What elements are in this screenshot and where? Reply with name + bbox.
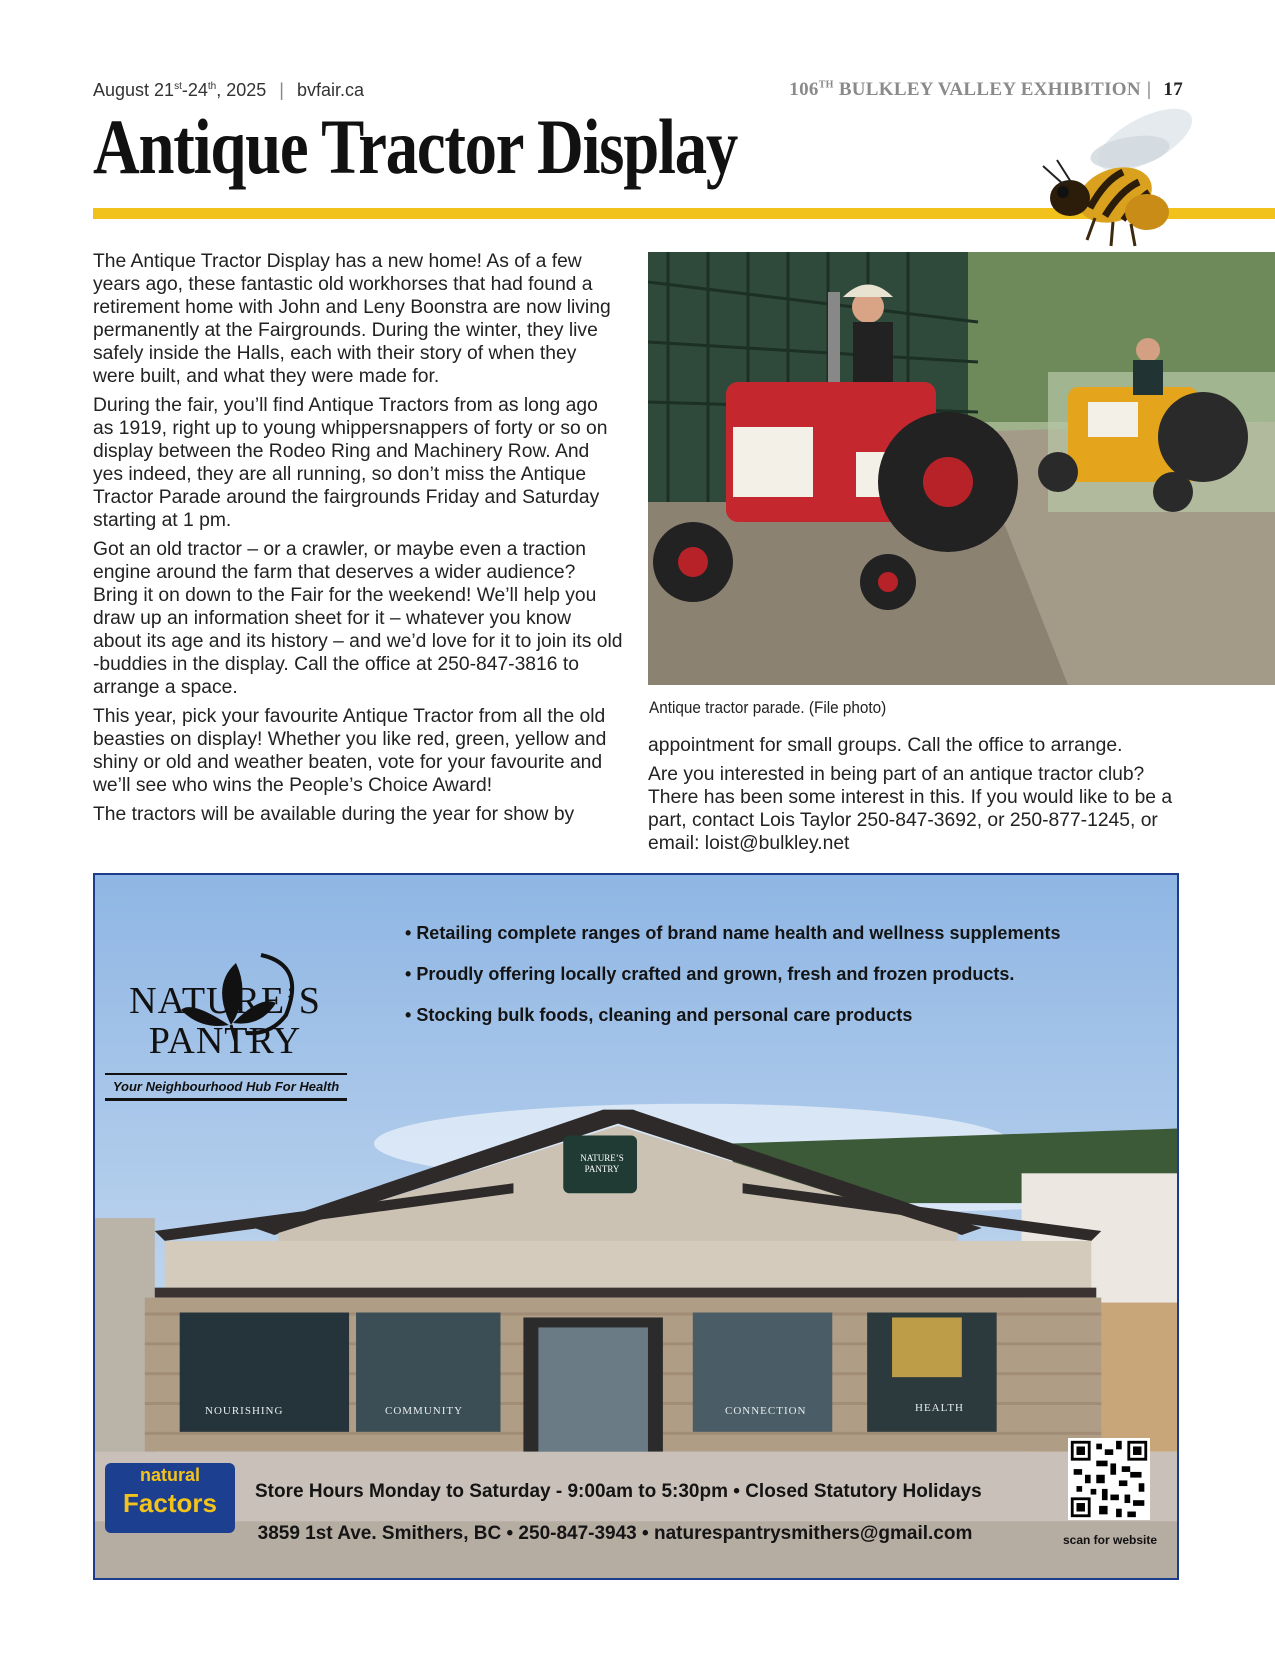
- article-paragraph: Are you interested in being part of an antique tractor club? There has been some interest in this. If you would like to be a part, contact Lois Taylor 250-847-3692, or 250-877-1245, or email: loist@bulkley.net: [648, 764, 1173, 854]
- qr-code-icon[interactable]: [1068, 1438, 1150, 1520]
- store-hours: Store Hours Monday to Saturday - 9:00am to 5:30pm • Closed Statutory Holidays: [255, 1481, 982, 1502]
- logo-tagline: Your Neighbourhood Hub For Health: [105, 1073, 347, 1101]
- article-title: Antique Tractor Display: [93, 103, 738, 190]
- window-label: COMMUNITY: [385, 1405, 464, 1417]
- service-bullet: • Proudly offering locally crafted and grown, fresh and frozen products.: [405, 964, 1060, 985]
- storefront-sign: NATURE’S PANTRY: [580, 1153, 624, 1174]
- store-contact[interactable]: 3859 1st Ave. Smithers, BC • 250-847-3943 • naturespantrysmithers@gmail.com: [257, 1523, 973, 1544]
- article-paragraph: appointment for small groups. Call the office to arrange.: [648, 735, 1123, 756]
- article-paragraph: Got an old tractor – or a crawler, or maybe even a traction engine around the farm that deserves a wider audience? Bring it on down to the Fair for the weekend! We’ll help you draw up an information sheet for it – whatever you know about its age and its history – and we’d love for it to join its old -buddies in the display. Call the office at 250-847-3816 to arrange a space.: [93, 539, 623, 698]
- services-list: [405, 923, 1060, 1046]
- bee-icon: [1035, 100, 1205, 250]
- window-label: CONNECTION: [725, 1405, 807, 1417]
- article-paragraph: The Antique Tractor Display has a new home! As of a few years ago, these fantastic old workhorses that had found a retirement home with John and Leny Boonstra are now living permanently at the Fairgrounds. During the winter, they live safely inside the Halls, each with their story of when they were built, and what they were made for.: [93, 251, 611, 387]
- service-bullet: • Stocking bulk foods, cleaning and personal care products: [405, 1005, 1060, 1026]
- natures-pantry-logo-text: NATURE’S PANTRY: [129, 980, 321, 1062]
- article-paragraph: During the fair, you’ll find Antique Tractors from as long ago as 1919, right up to young whippersnappers of forty or so on display between the Rodeo Ring and Machinery Row. And yes indeed, they are all running, so don’t miss the Antique Tractor Parade around the fairgrounds Friday and Saturday starting at 1 pm.: [93, 395, 608, 531]
- article-paragraph: The tractors will be available during the year for show by: [93, 804, 575, 825]
- issue-date-line: August 21st-24th, 2025 | bvfair.ca: [93, 80, 365, 100]
- natures-pantry-advertisement: [93, 873, 1179, 1580]
- date-text: August 21st-24th, 2025: [93, 80, 267, 100]
- service-bullet: • Retailing complete ranges of brand name health and wellness supplements: [405, 923, 1060, 944]
- page-number: 17: [1163, 79, 1183, 100]
- edition-header: 106TH BULKLEY VALLEY EXHIBITION | 17: [789, 79, 1183, 100]
- article-paragraph: This year, pick your favourite Antique Tractor from all the old beasties on display! Whether you like red, green, yellow and shiny or old and weather beaten, vote for your favourite and we’ll see who wins the People’s Choice Award!: [93, 706, 607, 796]
- website-link[interactable]: bvfair.ca: [296, 80, 365, 100]
- window-label: NOURISHING: [205, 1405, 284, 1417]
- qr-label: scan for website: [1062, 1533, 1158, 1547]
- article-column-right: [648, 734, 1178, 861]
- window-label: HEALTH: [915, 1402, 964, 1414]
- article-column-left: [93, 250, 623, 832]
- natural-factors-logo: natural Factors: [105, 1463, 235, 1533]
- tractor-parade-photo: [648, 252, 1275, 685]
- photo-caption: Antique tractor parade. (File photo): [649, 698, 887, 717]
